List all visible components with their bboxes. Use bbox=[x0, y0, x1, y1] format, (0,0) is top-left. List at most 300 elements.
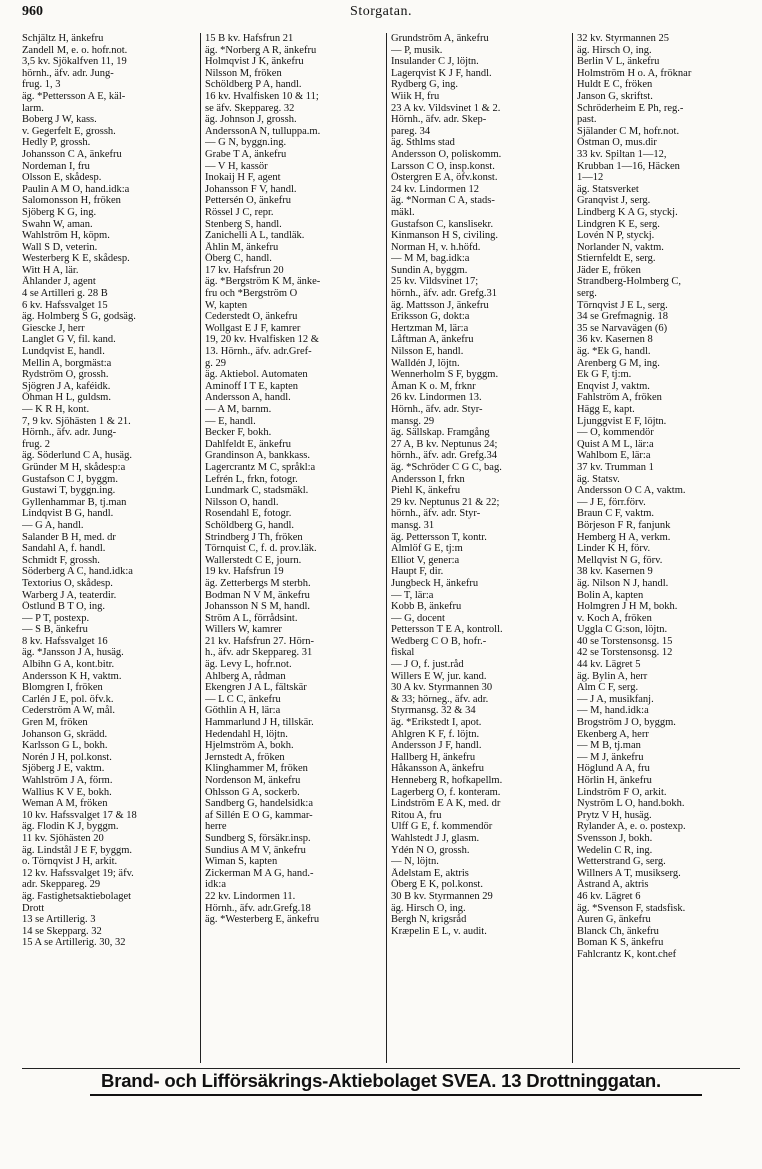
directory-entry: Stenberg S, handl. bbox=[205, 218, 282, 230]
directory-entry: — P T, postexp. bbox=[22, 612, 90, 624]
directory-entry: Lindström F O, arkit. bbox=[577, 786, 667, 798]
directory-entry: Norén J H, pol.konst. bbox=[22, 751, 112, 763]
directory-entry: Öberg E K, pol.konst. bbox=[391, 879, 483, 891]
directory-entry: äg. Nilson N J, handl. bbox=[577, 577, 669, 589]
directory-entry: Olsson E, skådesp. bbox=[22, 172, 102, 184]
directory-entry: Hjelmström A, bokh. bbox=[205, 740, 294, 752]
directory-entry: Swahn W, aman. bbox=[22, 218, 93, 230]
directory-entry: hörnh., äfv. adr. Styr- bbox=[391, 508, 481, 520]
directory-entry: äg. *Schröder C G C, bag. bbox=[391, 461, 502, 473]
directory-entry: 40 se Torstensonsg. 15 bbox=[577, 635, 673, 647]
directory-entry: Gren M, fröken bbox=[22, 717, 88, 729]
directory-entry: Hedly P, grossh. bbox=[22, 137, 91, 149]
directory-entry: o. Törnqvist J H, arkit. bbox=[22, 856, 118, 868]
directory-entry: Bolin A, kapten bbox=[577, 589, 644, 601]
directory-entry: Drott bbox=[22, 902, 45, 914]
directory-entry: Åstrand A, aktris bbox=[577, 879, 649, 891]
directory-entry: Schöldberg P A, handl. bbox=[205, 79, 302, 91]
directory-entry: 21 kv. Hafsfrun 27. Hörn- bbox=[205, 635, 314, 647]
directory-entry: Pettersén O, änkefru bbox=[205, 195, 292, 207]
directory-entry: pareg. 34 bbox=[391, 125, 431, 137]
directory-entry: Bergh N, krigsråd bbox=[391, 914, 467, 926]
directory-entry: Östlund B T O, ing. bbox=[22, 601, 106, 613]
directory-entry: Lindgren K E, serg. bbox=[577, 218, 660, 230]
directory-entry: Höglund A A, fru bbox=[577, 763, 650, 775]
directory-entry: Pettersson T E A, kontroll. bbox=[391, 624, 503, 636]
column-3 bbox=[386, 33, 567, 1063]
directory-entry: Öberg C, handl. bbox=[205, 253, 272, 265]
directory-entry: Wollgast E J F, kamrer bbox=[205, 322, 301, 334]
column-2 bbox=[200, 33, 381, 1063]
directory-entry: se äfv. Skeppareg. 32 bbox=[205, 102, 295, 114]
directory-entry: Aminoff I T E, kapten bbox=[205, 380, 299, 392]
directory-entry: Norlander N, vaktm. bbox=[577, 241, 664, 253]
directory-entry: Lagercrantz M C, språkl:a bbox=[205, 461, 316, 473]
directory-entry: 14 se Skepparg. 32 bbox=[22, 925, 102, 937]
directory-entry: Hörnh., äfv. adr.Grefg.18 bbox=[205, 902, 311, 914]
directory-entry: Langlet G V, fil. kand. bbox=[22, 334, 116, 346]
directory-entry: Norman H, v. h.höfd. bbox=[391, 241, 481, 253]
directory-entry: Stiernfeldt E, serg. bbox=[577, 253, 656, 265]
directory-entry: W, kapten bbox=[205, 299, 248, 311]
directory-entry: 12 kv. Hafssvalget 19; äfv. bbox=[22, 867, 134, 879]
directory-entry: 13 se Artillerig. 3 bbox=[22, 914, 96, 926]
directory-entry: Textorius O, skådesp. bbox=[22, 577, 113, 589]
directory-entry: Wedelin C R, ing. bbox=[577, 844, 653, 856]
directory-entry: — T, lär:a bbox=[391, 589, 434, 601]
directory-entry: Wahlström H, köpm. bbox=[22, 230, 110, 242]
directory-entry: AnderssonA N, tulluppa.m. bbox=[205, 125, 321, 137]
directory-entry: 44 kv. Lägret 5 bbox=[577, 659, 641, 671]
directory-entry: Sandahl A, f. handl. bbox=[22, 543, 106, 555]
directory-entry: mäkl. bbox=[391, 206, 415, 218]
directory-entry: & 33; hörneg., äfv. adr. bbox=[391, 693, 489, 705]
directory-entry: Sundin A, byggm. bbox=[391, 264, 468, 276]
directory-entry: Svensson J, bokh. bbox=[577, 832, 653, 844]
directory-entry: v. Koch A, fröken bbox=[577, 612, 652, 624]
directory-entry: Boman K S, änkefru bbox=[577, 937, 664, 949]
directory-entry: 15 A se Artillerig. 30, 32 bbox=[22, 937, 126, 949]
directory-entry: — M J, änkefru bbox=[577, 751, 644, 763]
directory-entry: Ekengren J A L, fältskär bbox=[205, 682, 307, 694]
directory-entry: äg. *Westerberg E, änkefru bbox=[205, 914, 320, 926]
directory-entry: äg. *Pettersson A E, käl- bbox=[22, 90, 126, 102]
directory-entry: — E, handl. bbox=[205, 415, 256, 427]
directory-entry: 38 kv. Kasernen 9 bbox=[577, 566, 653, 578]
directory-entry: Åhlin M, änkefru bbox=[205, 241, 279, 253]
directory-entry: äg. Statsverket bbox=[577, 183, 639, 195]
directory-entry: Rosendahl E, fotogr. bbox=[205, 508, 292, 520]
directory-entry: Lovén N P, styckj. bbox=[577, 230, 655, 242]
directory-entry: 13. Hörnh., äfv. adr.Gref- bbox=[205, 346, 312, 358]
directory-entry: Hallberg H, änkefru bbox=[391, 751, 476, 763]
directory-entry: Andersson I, frkn bbox=[391, 473, 465, 485]
directory-entry: hörnh., äfv. adr. Jung- bbox=[22, 67, 114, 79]
directory-entry: Boberg J W, kass. bbox=[22, 114, 97, 126]
directory-entry: Dahlfeldt E, änkefru bbox=[205, 438, 292, 450]
directory-entry: 19, 20 kv. Hvalfisken 12 & bbox=[205, 334, 319, 346]
directory-entry: 42 se Torstensonsg. 12 bbox=[577, 647, 673, 659]
directory-entry: Karlsson G L, bokh. bbox=[22, 740, 108, 752]
directory-entry: Andersson O C A, vaktm. bbox=[577, 485, 686, 497]
directory-entry: Salander B H, med. dr bbox=[22, 531, 116, 543]
running-head: Storgatan. bbox=[350, 4, 412, 19]
directory-entry: Jäder E, fröken bbox=[577, 264, 641, 276]
directory-entry: Westerberg K E, skådesp. bbox=[22, 253, 130, 265]
directory-entry: Nilsson E, handl. bbox=[391, 346, 464, 358]
directory-entry: 30 A kv. Styrmannen 30 bbox=[391, 682, 493, 694]
directory-entry: Bodman N V M, änkefru bbox=[205, 589, 310, 601]
directory-entry: Börjeson F R, fanjunk bbox=[577, 519, 671, 531]
directory-entry: Uggla C G:son, löjtn. bbox=[577, 624, 668, 636]
directory-entry: Johansson C A, änkefru bbox=[22, 148, 122, 160]
directory-entry: Holmgren J H M, bokh. bbox=[577, 601, 678, 613]
directory-entry: 37 kv. Trumman 1 bbox=[577, 461, 654, 473]
directory-entry: äg. Sällskap. Framgång bbox=[391, 427, 490, 439]
directory-entry: mansg. 29 bbox=[391, 415, 435, 427]
directory-entry: Öhman H L, guldsm. bbox=[22, 392, 111, 404]
directory-entry: Warberg J A, teaterdir. bbox=[22, 589, 117, 601]
directory-entry: Gustafson C J, byggm. bbox=[22, 473, 118, 485]
directory-entry: Mellin A, borgmäst:a bbox=[22, 357, 112, 369]
directory-entry: Mellqvist N G, förv. bbox=[577, 554, 663, 566]
directory-entry: Becker F, bokh. bbox=[205, 427, 272, 439]
directory-entry: Wahlbom E, lär:a bbox=[577, 450, 651, 462]
directory-entry: Håkansson A, änkefru bbox=[391, 763, 485, 775]
directory-entry: Salomonsson H, fröken bbox=[22, 195, 121, 207]
directory-entry: 22 kv. Lindormen 11. bbox=[205, 890, 296, 902]
directory-entry: — S B, änkefru bbox=[22, 624, 88, 636]
directory-entry: Strindberg J Th, fröken bbox=[205, 531, 303, 543]
directory-entry: 34 se Grefmagnig. 18 bbox=[577, 311, 668, 323]
directory-entry: Quist A M L, lär:a bbox=[577, 438, 654, 450]
directory-entry: äg. Flodin K J, byggm. bbox=[22, 821, 119, 833]
directory-entry: Nordeman I, fru bbox=[22, 160, 90, 172]
directory-entry: Willers W, kamrer bbox=[205, 624, 282, 636]
directory-entry: Zanichelli A L, tandläk. bbox=[205, 230, 305, 242]
directory-entry: — J A, musikfanj. bbox=[577, 693, 654, 705]
directory-entry: larm. bbox=[22, 102, 44, 114]
directory-entry: Braun C F, vaktm. bbox=[577, 508, 655, 520]
directory-entry: Wall S D, veterin. bbox=[22, 241, 98, 253]
directory-entry: Fahlström A, fröken bbox=[577, 392, 662, 404]
directory-entry: serg. bbox=[577, 288, 597, 300]
directory-entry: Grundström A, änkefru bbox=[391, 33, 489, 44]
directory-entry: 36 kv. Kasernen 8 bbox=[577, 334, 653, 346]
directory-entry: Schöldberg G, handl. bbox=[205, 519, 295, 531]
directory-entry: h., äfv. adr Skeppareg. 31 bbox=[205, 647, 313, 659]
directory-entry: Insulander C J, löjtn. bbox=[391, 56, 479, 68]
directory-entry: Carlén J E, pol. öfv.k. bbox=[22, 693, 114, 705]
directory-entry: Huldt E C, fröken bbox=[577, 79, 653, 91]
directory-entry: Andersson K H, vaktm. bbox=[22, 670, 122, 682]
directory-entry: Åhlander J, agent bbox=[22, 276, 96, 288]
directory-entry: äg. Holmberg S G, godsäg. bbox=[22, 311, 136, 323]
directory-entry: 8 kv. Hafssvalget 16 bbox=[22, 635, 108, 647]
directory-entry: Arenberg G M, ing. bbox=[577, 357, 660, 369]
directory-entry: — G A, handl. bbox=[22, 519, 84, 531]
directory-entry: Linder K H, förv. bbox=[577, 543, 651, 555]
directory-entry: Hedendahl H, löjtn. bbox=[205, 728, 288, 740]
directory-entry: Törnquist C, f. d. prov.läk. bbox=[205, 543, 317, 555]
directory-entry: Enqvist J, vaktm. bbox=[577, 380, 650, 392]
directory-entry: hörnh., äfv. adr. Grefg.31 bbox=[391, 288, 498, 300]
directory-entry: Lindström E A K, med. dr bbox=[391, 798, 501, 810]
directory-entry: Nilsson M, fröken bbox=[205, 67, 282, 79]
directory-entry: Strandberg-Holmberg C, bbox=[577, 276, 682, 288]
directory-entry: Paulin A M O, hand.idk:a bbox=[22, 183, 130, 195]
directory-entry: Brogström J O, byggm. bbox=[577, 717, 676, 729]
directory-entry: Andersson A, handl. bbox=[205, 392, 291, 404]
directory-entry: fru och *Bergström O bbox=[205, 288, 298, 300]
directory-entry: — M M, bag.idk:a bbox=[391, 253, 470, 265]
directory-entry: Lundmark C, stadsmäkl. bbox=[205, 485, 309, 497]
directory-entry: Åman K o. M, frknr bbox=[391, 380, 476, 392]
directory-entry: idk:a bbox=[205, 879, 226, 891]
directory-entry: Hertzman M, lär:a bbox=[391, 322, 469, 334]
directory-entry: Blanck Ch, änkefru bbox=[577, 925, 659, 937]
directory-entry: Cederström A W, mål. bbox=[22, 705, 116, 717]
advertisement-footer: Brand- och Lifförsäkrings-Aktiebolaget SVEA. 13 Drottninggatan. bbox=[101, 1070, 661, 1091]
directory-entry: 15 B kv. Hafsfrun 21 bbox=[205, 33, 294, 44]
directory-entry: Johansson F V, handl. bbox=[205, 183, 297, 195]
directory-entry: Rylander A, e. o. postexp. bbox=[577, 821, 686, 833]
directory-entry: 6 kv. Hafssvalget 15 bbox=[22, 299, 108, 311]
directory-entry: Nyström L O, hand.bokh. bbox=[577, 798, 685, 810]
directory-entry: Wennerholm S F, byggm. bbox=[391, 369, 499, 381]
directory-entry: Hörlin H, änkefru bbox=[577, 775, 652, 786]
directory-entry: 27 A, B kv. Neptunus 24; bbox=[391, 438, 498, 450]
directory-entry: — J E, förr.förv. bbox=[577, 496, 646, 508]
directory-entry: Ohlsson G A, sockerb. bbox=[205, 786, 300, 798]
directory-entry: Wiman S, kapten bbox=[205, 856, 278, 868]
directory-entry: Ydén N O, grossh. bbox=[391, 844, 470, 856]
directory-entry: Ådelstam E, aktris bbox=[391, 867, 469, 879]
directory-entry: Kinmanson H S, civiling. bbox=[391, 230, 499, 242]
directory-entry: — O, kommendör bbox=[577, 427, 654, 439]
directory-entry: Lagerberg O, f. konteram. bbox=[391, 786, 501, 798]
directory-entry: Lindberg K A G, styckj. bbox=[577, 206, 678, 218]
directory-entry: — A M, barnm. bbox=[205, 404, 272, 415]
directory-entry: Walldén J, löjtn. bbox=[391, 357, 460, 369]
directory-entry: 11 kv. Sjöhästen 20 bbox=[22, 832, 104, 844]
directory-entry: Inokaij H F, agent bbox=[205, 172, 281, 184]
directory-entry: g. 29 bbox=[205, 357, 226, 369]
directory-entry: Cederstedt O, änkefru bbox=[205, 311, 298, 323]
directory-entry: — N, löjtn. bbox=[391, 856, 439, 868]
footer-rule bbox=[22, 1068, 740, 1069]
directory-entry: äg. *Erikstedt I, apot. bbox=[391, 717, 482, 729]
directory-entry: Kræpelin E L, v. audit. bbox=[391, 925, 487, 937]
directory-entry: af Sillén E O G, kammar- bbox=[205, 809, 313, 821]
directory-entry: mansg. 31 bbox=[391, 519, 435, 531]
directory-entry: 7, 9 kv. Sjöhästen 1 & 21. bbox=[22, 415, 131, 427]
directory-entry: Lefrén L, frkn, fotogr. bbox=[205, 473, 298, 485]
directory-entry: 19 kv. Hafsfrun 19 bbox=[205, 566, 284, 578]
directory-entry: — G N, byggn.ing. bbox=[205, 137, 287, 149]
directory-entry: Willners A T, musikserg. bbox=[577, 867, 681, 879]
directory-entry: Sjögren J A, kaféidk. bbox=[22, 380, 111, 392]
directory-entry: äg. Fastighetsaktiebolaget bbox=[22, 890, 132, 902]
directory-entry: Nilsson O, handl. bbox=[205, 496, 279, 508]
directory-entry: Eriksson G, dokt:a bbox=[391, 311, 470, 323]
directory-entry: v. Gegerfelt E, grossh. bbox=[22, 125, 116, 137]
directory-entry: Jungbeck H, änkefru bbox=[391, 577, 479, 589]
directory-entry: Ek G F, tj:m. bbox=[577, 369, 632, 381]
directory-entry: Lagerqvist K J F, handl. bbox=[391, 67, 492, 79]
directory-entry: Själander C M, hofr.not. bbox=[577, 125, 680, 137]
directory-entry: Johansson N S M, handl. bbox=[205, 601, 311, 613]
directory-entry: Larsson C O, insp.konst. bbox=[391, 160, 495, 172]
directory-entry: Wallius K V E, bokh. bbox=[22, 786, 112, 798]
directory-entry: Schmidt F, grossh. bbox=[22, 554, 100, 566]
directory-entry: Schjältz H, änkefru bbox=[22, 33, 104, 44]
directory-entry: äg. Sthlms stad bbox=[391, 137, 455, 149]
directory-entry: — J O, f. just.råd bbox=[391, 659, 464, 671]
directory-entry: Krubban 1—16, Häcken bbox=[577, 160, 680, 172]
directory-entry: Gustawi T, byggn.ing. bbox=[22, 485, 116, 497]
directory-entry: Witt H A, lär. bbox=[22, 264, 79, 276]
directory-entry: Wedberg C O B, hofr.- bbox=[391, 635, 487, 647]
directory-entry: Hörnh., äfv. adr. Jung- bbox=[22, 427, 117, 439]
directory-entry: äg. *Norman C A, stads- bbox=[391, 195, 495, 207]
directory-entry: hörnh., äfv. adr. Grefg.34 bbox=[391, 450, 498, 462]
directory-entry: Schröderheim E Ph, reg.- bbox=[577, 102, 684, 114]
directory-entry: Sjöberg K G, ing. bbox=[22, 206, 97, 218]
directory-entry: herre bbox=[205, 821, 227, 833]
directory-entry: 26 kv. Lindormen 13. bbox=[391, 392, 482, 404]
directory-entry: 33 kv. Spiltan 1—12, bbox=[577, 148, 667, 160]
directory-entry: 23 A kv. Vildsvinet 1 & 2. bbox=[391, 102, 501, 114]
directory-entry: Göthlin A H, lär:a bbox=[205, 705, 281, 717]
directory-columns bbox=[22, 33, 740, 1063]
directory-entry: — P, musik. bbox=[391, 44, 443, 56]
directory-entry: Ekenberg A, herr bbox=[577, 728, 649, 740]
directory-entry: Blomgren I, fröken bbox=[22, 682, 103, 694]
directory-entry: Johanson G, skrädd. bbox=[22, 728, 108, 740]
directory-entry: — M, hand.idk:a bbox=[577, 705, 649, 717]
directory-entry: Hägg E, kapt. bbox=[577, 404, 635, 415]
directory-entry: Hemberg H A, verkm. bbox=[577, 531, 671, 543]
directory-entry: Sjöberg J E, vaktm. bbox=[22, 763, 105, 775]
directory-entry: Törnqvist J E L, serg. bbox=[577, 299, 668, 311]
directory-entry: Ljunggvist E F, löjtn. bbox=[577, 415, 667, 427]
directory-entry: Sundberg S, försäkr.insp. bbox=[205, 832, 311, 844]
directory-entry: äg. *Ek G, handl. bbox=[577, 346, 651, 358]
directory-entry: Kobb B, änkefru bbox=[391, 601, 462, 613]
directory-entry: Gustafson C, kanslisekr. bbox=[391, 218, 494, 230]
directory-entry: Hörnh., äfv. adr. Skep- bbox=[391, 114, 487, 126]
directory-entry: Styrmansg. 32 & 34 bbox=[391, 705, 476, 717]
directory-entry: äg. Levy L, hofr.not. bbox=[205, 659, 292, 671]
directory-entry: — G, docent bbox=[391, 612, 445, 624]
directory-entry: äg. Statsv. bbox=[577, 473, 620, 485]
directory-entry: Wahlstedt J J, glasm. bbox=[391, 832, 480, 844]
directory-entry: Östergren E A, öfv.konst. bbox=[391, 172, 498, 184]
directory-entry: äg. Söderlund C A, husäg. bbox=[22, 450, 132, 462]
directory-entry: Almlöf G E, tj:m bbox=[391, 543, 463, 555]
directory-entry: äg. *Jansson J A, husäg. bbox=[22, 647, 124, 659]
directory-entry: 30 B kv. Styrmannen 29 bbox=[391, 890, 493, 902]
directory-entry: past. bbox=[577, 114, 597, 126]
directory-entry: äg. Hirsch O, ing. bbox=[577, 44, 652, 56]
footer-underline bbox=[90, 1094, 702, 1096]
directory-entry: Haupt F, dir. bbox=[391, 566, 444, 578]
directory-entry: Elliot V, gener:a bbox=[391, 554, 460, 566]
directory-entry: Wahlström J A, förm. bbox=[22, 775, 113, 786]
directory-entry: Söderberg A C, hand.idk:a bbox=[22, 566, 133, 578]
directory-entry: 16 kv. Hvalfisken 10 & 11; bbox=[205, 90, 319, 102]
directory-entry: Grabe T A, änkefru bbox=[205, 148, 287, 160]
column-4 bbox=[572, 33, 745, 1063]
directory-entry: Lindqvist B G, handl. bbox=[22, 508, 114, 520]
directory-entry: äg. Aktiebol. Automaten bbox=[205, 369, 308, 381]
directory-entry: Andersson O, poliskomm. bbox=[391, 148, 502, 160]
directory-entry: Prytz V H, husäg. bbox=[577, 809, 652, 821]
page-header bbox=[22, 4, 740, 26]
directory-entry: Ahlgren K F, f. löjtn. bbox=[391, 728, 480, 740]
directory-entry: 25 kv. Vildsvinet 17; bbox=[391, 276, 479, 288]
directory-entry: äg. *Norberg A R, änkefru bbox=[205, 44, 317, 56]
directory-entry: äg. Johnson J, grossh. bbox=[205, 114, 297, 126]
directory-entry: Sandberg G, handelsidk:a bbox=[205, 798, 313, 810]
directory-entry: Hammarlund J H, tillskär. bbox=[205, 717, 314, 729]
directory-entry: Lundqvist E, handl. bbox=[22, 346, 105, 358]
directory-entry: frug. 2 bbox=[22, 438, 50, 450]
directory-entry: Zandell M, e. o. hofr.not. bbox=[22, 44, 128, 56]
directory-entry: äg. *Bergström K M, änke- bbox=[205, 276, 321, 288]
directory-entry: Låftman A, änkefru bbox=[391, 334, 474, 346]
directory-entry: Granqvist J, serg. bbox=[577, 195, 651, 207]
directory-entry: Berlin V L, änkefru bbox=[577, 56, 660, 68]
directory-entry: 32 kv. Styrmannen 25 bbox=[577, 33, 670, 44]
directory-entry: Auren G, änkefru bbox=[577, 914, 651, 926]
directory-entry: Holmström H o. A, fröknar bbox=[577, 67, 692, 79]
directory-entry: 4 se Artilleri g. 28 B bbox=[22, 288, 108, 300]
directory-entry: Fahlcrantz K, kont.chef bbox=[577, 948, 677, 960]
directory-entry: Willers E W, jur. kand. bbox=[391, 670, 487, 682]
directory-entry: 3,5 kv. Sjökalfven 11, 19 bbox=[22, 56, 127, 68]
directory-entry: 24 kv. Lindormen 12 bbox=[391, 183, 479, 195]
column-1 bbox=[22, 33, 192, 1063]
directory-entry: 17 kv. Hafsfrun 20 bbox=[205, 264, 284, 276]
directory-entry: Nordenson M, änkefru bbox=[205, 775, 301, 786]
page-number: 960 bbox=[22, 4, 43, 19]
directory-entry: Albihn G A, kont.bitr. bbox=[22, 659, 115, 671]
directory-entry: adr. Skeppareg. 29 bbox=[22, 879, 101, 891]
directory-entry: Giescke J, herr bbox=[22, 322, 85, 334]
directory-entry: Jernstedt A, fröken bbox=[205, 751, 285, 763]
directory-entry: Rydström O, grossh. bbox=[22, 369, 109, 381]
directory-entry: Sundius A M V, änkefru bbox=[205, 844, 306, 856]
directory-entry: 46 kv. Lägret 6 bbox=[577, 890, 641, 902]
directory-entry: Ritou A, fru bbox=[391, 809, 442, 821]
directory-entry: äg. Pettersson T, kontr. bbox=[391, 531, 487, 543]
directory-entry: Alm C F, serg. bbox=[577, 682, 639, 694]
directory-entry: Wallerstedt C E, journ. bbox=[205, 554, 302, 566]
directory-entry: Rydberg G, ing. bbox=[391, 79, 459, 91]
directory-entry: 1—12 bbox=[577, 172, 604, 184]
directory-entry: Weman A M, fröken bbox=[22, 798, 108, 810]
directory-entry: Gründer M H, skådesp:a bbox=[22, 461, 126, 473]
directory-entry: äg. Lindstål J E F, byggm. bbox=[22, 844, 132, 856]
directory-entry: Ulff G E, f. kommendör bbox=[391, 821, 493, 833]
directory-entry: Hörnh., äfv. adr. Styr- bbox=[391, 404, 483, 415]
directory-entry: Zickerman M A G, hand.- bbox=[205, 867, 314, 879]
directory-entry: äg. Zetterbergs M sterbh. bbox=[205, 577, 311, 589]
directory-entry: Janson G, skriftst. bbox=[577, 90, 653, 102]
directory-entry: Klinghammer M, fröken bbox=[205, 763, 308, 775]
